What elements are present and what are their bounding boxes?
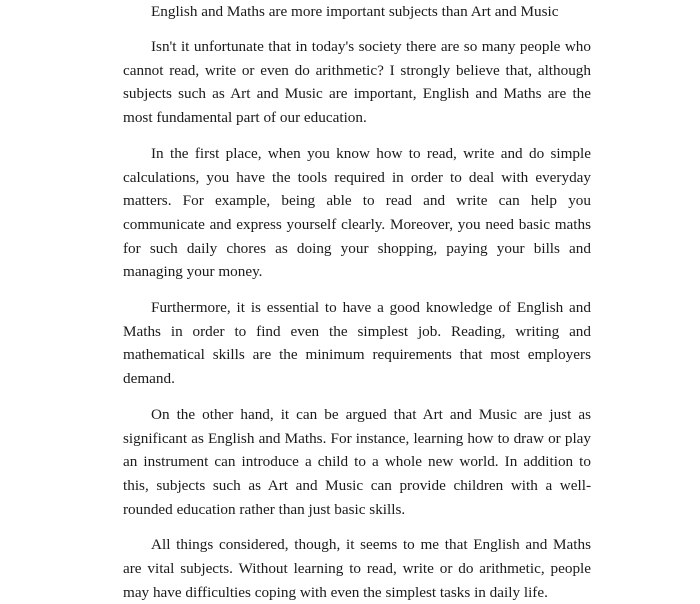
essay-paragraph-5: All things considered, though, it seems to me that English and Maths are vital subjects. Without learning to read, write or do arithmetic, people may have difficulties coping with even the simplest tasks in daily life.	[123, 536, 591, 601]
essay-paragraph-2: In the first place, when you know how to read, write and do simple calculations, you have the tools required in order to deal with everyday matters. For example, being able to read and write can help you communicate and express yourself clearly. Moreover, you need basic maths for such daily chores as doing your shopping, paying your bills and managing your money.	[123, 144, 591, 281]
essay-paragraph-4: On the other hand, it can be argued that Art and Music are just as significant as English and Maths. For instance, learning how to draw or play an instrument can introduce a child to a whole new world. In addition to this, subjects such as Art and Music can provide children with a well-rounded education rather than just basic skills.	[123, 405, 591, 518]
essay-title: English and Maths are more important subjects than Art and Music	[151, 3, 559, 20]
essay-paragraph-1: Isn't it unfortunate that in today's society there are so many people who cannot read, write or even do arithmetic? I strongly believe that, although subjects such as Art and Music are important, English and Maths are the most fundamental part of our education.	[123, 38, 591, 127]
essay-paragraph-3: Furthermore, it is essential to have a good knowledge of English and Maths in order to find even the simplest job. Reading, writing and mathematical skills are the minimum requirements that most employers demand.	[123, 299, 591, 388]
document-page	[123, 0, 591, 604]
